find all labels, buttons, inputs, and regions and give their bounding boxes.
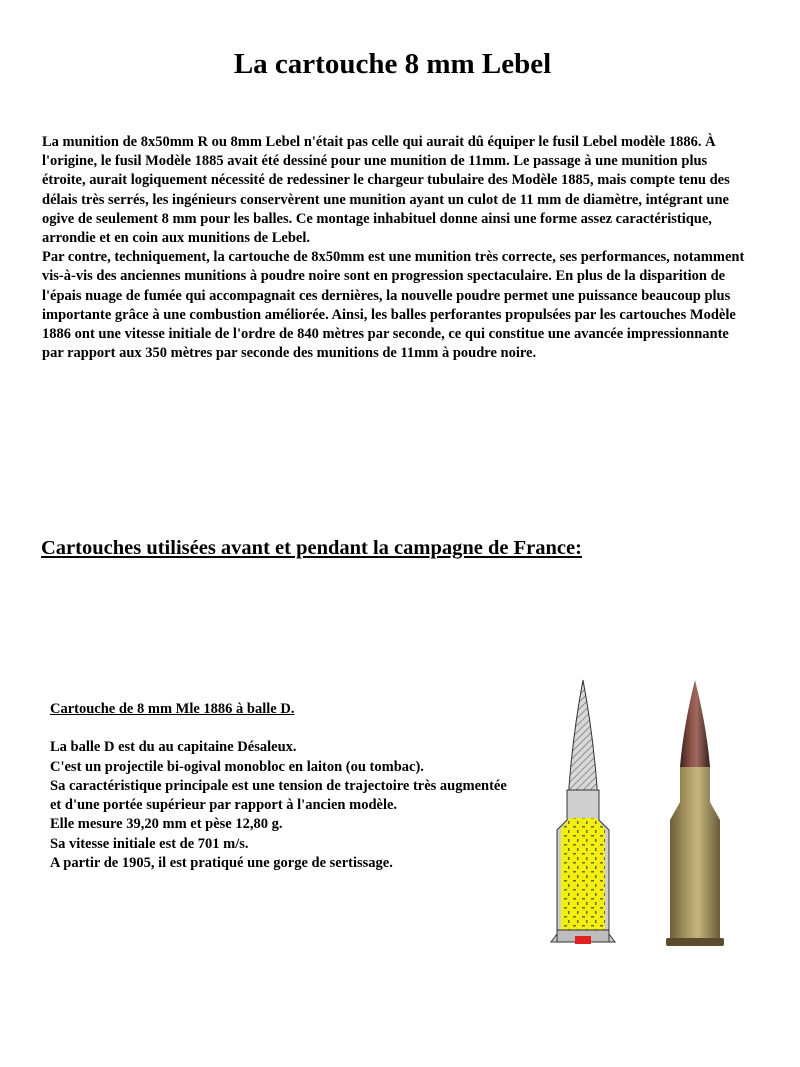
- cartridge-body: [50, 738, 510, 873]
- cartridge-line-1: La balle D est du au capitaine Désaleux.: [50, 739, 297, 756]
- cutaway-cartridge: [551, 680, 615, 944]
- cartridge-title: Cartouche de 8 mm Mle 1886 à balle D.: [50, 701, 295, 717]
- intro-paragraph-1: La munition de 8x50mm R ou 8mm Lebel n'était pas celle qui aurait dû équiper le fusil Lebel modèle 1886. À l'origine, le fusil Modèle 1885 avait été dessiné pour une munition de 11mm. Le passage à une munition plus étroite, aurait logiquement nécessité de redessiner le chargeur tubulaire des Modèle 1885, mais compte tenu des délais très serrés, les ingénieurs conservèrent une munition ayant un culot de 11 mm de diamètre, intégrant une ogive de seulement 8 mm pour les balles. Ce montage inhabituel donne ainsi une forme assez caractéristique, arrondie et en coin aux munitions de Lebel.: [42, 134, 730, 247]
- cutaway-primer: [575, 936, 591, 944]
- section-heading: Cartouches utilisées avant et pendant la campagne de France:: [41, 537, 582, 559]
- photo-bullet: [680, 680, 710, 767]
- page-title: La cartouche 8 mm Lebel: [233, 48, 552, 80]
- photo-case: [666, 767, 724, 943]
- intro-paragraph-2: Par contre, techniquement, la cartouche de 8x50mm est une munition très correcte, ses performances, notamment vis-à-vis des anciennes munitions à poudre noire sont en progression spectaculaire. En plus de la disparition de l'épais nuage de fumée qui accompagnait ces dernières, la nouvelle poudre permet une puissance beaucoup plus importante grâce à une combustion améliorée. Ainsi, les balles perforantes propulsées par les cartouches Modèle 1886 ont une vitesse initiale de l'ordre de 840 mètres par seconde, ce qui constitue une avancée impressionnante par rapport aux 350 mètres par seconde des munitions de 11mm à poudre noire.: [42, 249, 745, 362]
- intro-text: [42, 133, 747, 363]
- cartridge-description: [50, 700, 510, 873]
- cartridge-line-6: A partir de 1905, il est pratiqué une gorge de sertissage.: [50, 855, 393, 872]
- cutaway-powder: [561, 818, 605, 930]
- cartridge-photo: [666, 680, 724, 946]
- cartridge-line-5: Sa vitesse initiale est de 701 m/s.: [50, 835, 249, 852]
- cartridge-line-3: Sa caractéristique principale est une tension de trajectoire très augmentée et d'une portée supérieur par rapport à l'ancien modèle.: [50, 777, 507, 814]
- cartridge-illustration: [545, 672, 745, 957]
- photo-rim: [666, 938, 724, 946]
- cartridge-line-4: Elle mesure 39,20 mm et pèse 12,80 g.: [50, 816, 283, 833]
- cartridge-line-2: C'est un projectile bi-ogival monobloc en laiton (ou tombac).: [50, 758, 424, 775]
